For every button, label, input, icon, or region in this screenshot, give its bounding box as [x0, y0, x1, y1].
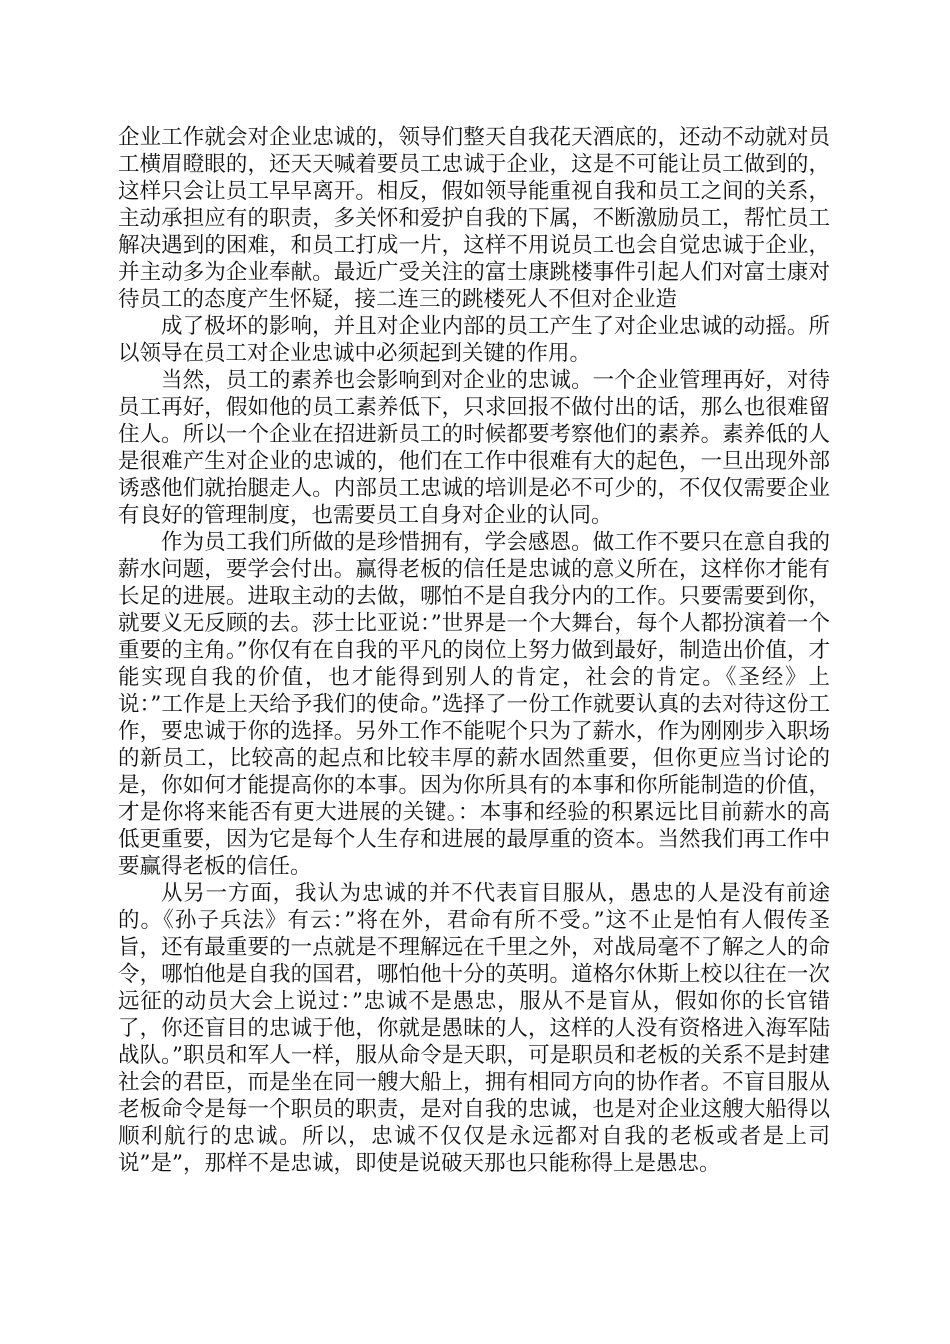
paragraph-3: 当然，员工的素养也会影响到对企业的忠诚。一个企业管理再好，对待员工再好，假如他的员工素养低下，只求回报不做付出的话，那么也很难留住人。所以一个企业在招进新员工的时候都要考察他们的素养。素养低的人是很难产生对企业的忠诚的，他们在工作中很难有大的起色，一旦出现外部诱惑他们就抬腿走人。内部员工忠诚的培训是必不可少的，不仅仅需要企业有良好的管理制度，也需要员工自身对企业的认同。 [118, 368, 830, 528]
paragraph-2: 成了极坏的影响，并且对企业内部的员工产生了对企业忠诚的动摇。所以领导在员工对企业忠诚中必须起到关键的作用。 [118, 314, 830, 366]
document-body [118, 124, 830, 1177]
paragraph-4: 作为员工我们所做的是珍惜拥有，学会感恩。做工作不要只在意自我的薪水问题，要学会付出。赢得老板的信任是忠诚的意义所在，这样你才能有长足的进展。进取主动的去做，哪怕不是自我分内的工作。只要需要到你，就要义无反顾的去。莎士比亚说：”世界是一个大舞台，每个人都扮演着一个重要的主角。”你仅有在自我的平凡的岗位上努力做到最好，制造出价值，才能实现自我的价值，也才能得到别人的肯定，社会的肯定。《圣经》上说：”工作是上天给予我们的使命。”选择了一份工作就要认真的去对待这份工作，要忠诚于你的选择。另外工作不能呢个只为了薪水，作为刚刚步入职场的新员工，比较高的起点和比较丰厚的薪水固然重要，但你更应当讨论的是，你如何才能提高你的本事。因为你所具有的本事和你所能制造的价值，才是你将来能否有更大进展的关键。：本事和经验的积累远比目前薪水的高低更重要，因为它是每个人生存和进展的最厚重的资本。当然我们再工作中要赢得老板的信任。 [118, 530, 830, 879]
paragraph-5: 从另一方面，我认为忠诚的并不代表盲目服从，愚忠的人是没有前途的。《孙子兵法》有云：”将在外，君命有所不受。”这不止是怕有人假传圣旨，还有最重要的一点就是不理解远在千里之外，对战局毫不了解之人的命令，哪怕他是自我的国君，哪怕他十分的英明。道格尔休斯上校以往在一次远征的动员大会上说过：”忠诚不是愚忠，服从不是盲从，假如你的长官错了，你还盲目的忠诚于他，你就是愚昧的人，这样的人没有资格进入海军陆战队。”职员和军人一样，服从命令是天职，可是职员和老板的关系不是封建社会的君臣，而是坐在同一艘大船上，拥有相同方向的协作者。不盲目服从老板命令是每一个职员的职责，是对自我的忠诚，也是对企业这艘大船得以顺利航行的忠诚。所以，忠诚不仅仅是永远都对自我的老板或者是上司说”是”，那样不是忠诚，即使是说破天那也只能称得上是愚忠。 [118, 881, 830, 1176]
paragraph-1: 企业工作就会对企业忠诚的，领导们整天自我花天酒底的，还动不动就对员工横眉瞪眼的，还天天喊着要员工忠诚于企业，这是不可能让员工做到的，这样只会让员工早早离开。相反，假如领导能重视自我和员工之间的关系，主动承担应有的职责，多关怀和爱护自我的下属，不断激励员工，帮忙员工解决遇到的困难，和员工打成一片，这样不用说员工也会自觉忠诚于企业，并主动多为企业奉献。最近广受关注的富士康跳楼事件引起人们对富士康对待员工的态度产生怀疑，接二连三的跳楼死人不但对企业造 [118, 125, 830, 312]
